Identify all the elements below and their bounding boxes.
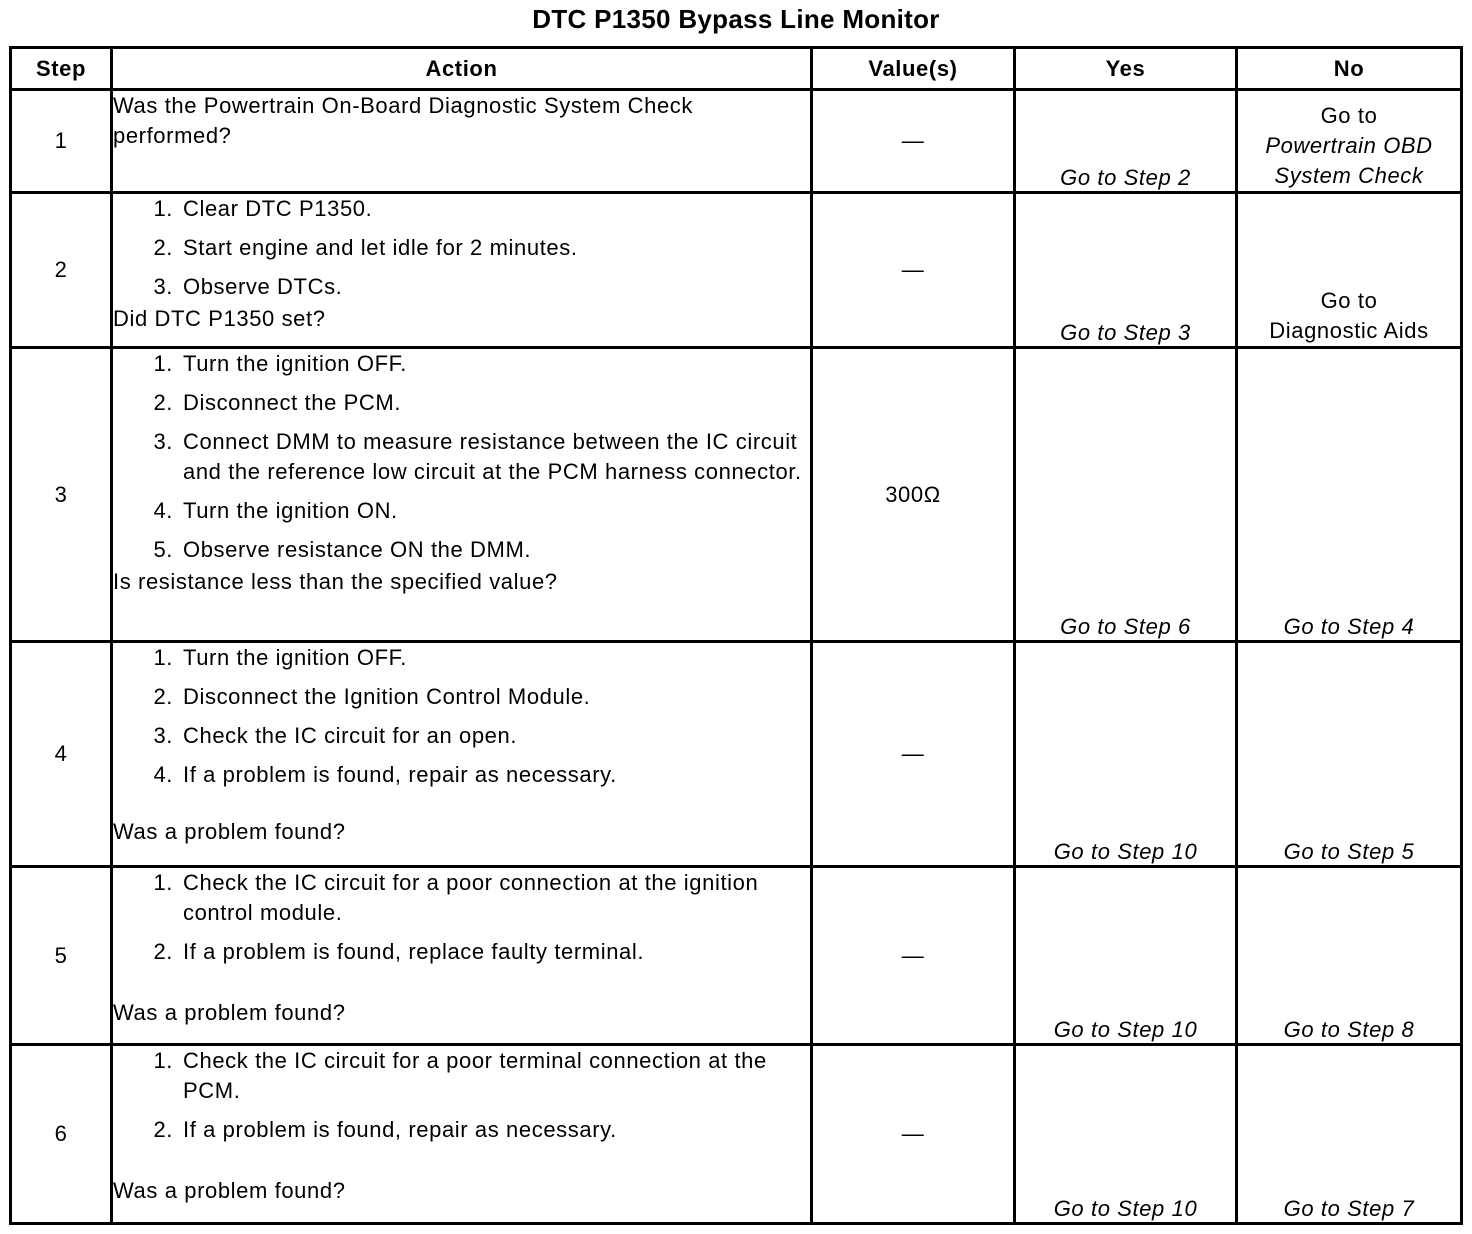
no-line: Powertrain OBD [1265,133,1433,158]
list-item: 2. Disconnect the PCM. [153,390,402,415]
table-row [11,193,1462,348]
value-cell: — [812,642,1015,867]
list-item: 2. If a problem is found, repair as necessary. [153,1117,617,1142]
table-row [11,642,1462,867]
list-item: 2. Disconnect the Ignition Control Module. [153,684,591,709]
step-number: 2 [11,193,112,348]
list-item: 1. Turn the ignition OFF. [153,645,407,670]
step-number: 3 [11,348,112,642]
action-cell [112,1045,812,1224]
list-item: 1. Check the IC circuit for a poor terminal connection at the PCM. [153,1048,767,1103]
list-item: 1. Clear DTC P1350. [153,196,373,221]
action-question: Is resistance less than the specified value? [113,569,558,594]
yes-cell: Go to Step 10 [1015,642,1237,867]
action-cell [112,193,812,348]
action-cell [112,348,812,642]
header-no: No [1237,48,1462,90]
action-cell [112,867,812,1045]
action-question: Was a problem found? [113,819,346,844]
header-row [11,48,1462,90]
list-item: 3. Connect DMM to measure resistance between the IC circuit and the reference low circuit at the PCM harness connector. [153,429,802,484]
table-row [11,1045,1462,1224]
value-cell: — [812,90,1015,193]
list-item: 4. Turn the ignition ON. [153,498,398,523]
no-line: Go to [1320,103,1378,128]
no-cell: Go to Step 8 [1237,867,1462,1045]
list-item: 5. Observe resistance ON the DMM. [153,537,532,562]
action-cell [112,90,812,193]
table-row [11,867,1462,1045]
list-item: 2. Start engine and let idle for 2 minutes. [153,235,578,260]
header-action: Action [112,48,812,90]
yes-cell: Go to Step 6 [1015,348,1237,642]
value-cell: — [812,1045,1015,1224]
list-item: 2. If a problem is found, replace faulty terminal. [153,939,645,964]
no-cell: Go to Step 5 [1237,642,1462,867]
value-cell: — [812,867,1015,1045]
action-cell [112,642,812,867]
no-line: Diagnostic Aids [1269,318,1429,343]
header-yes: Yes [1015,48,1237,90]
header-step: Step [11,48,112,90]
value-cell: 300Ω [812,348,1015,642]
no-line: Go to [1320,288,1378,313]
action-question: Did DTC P1350 set? [113,306,326,331]
list-item: 4. If a problem is found, repair as necessary. [153,762,617,787]
table-row [11,348,1462,642]
no-line: System Check [1274,163,1424,188]
no-cell [1237,193,1462,348]
list-item: 1. Turn the ignition OFF. [153,351,407,376]
value-cell: — [812,193,1015,348]
step-number: 6 [11,1045,112,1224]
yes-cell: Go to Step 3 [1015,193,1237,348]
list-item: 3. Observe DTCs. [153,274,343,299]
list-item: 3. Check the IC circuit for an open. [153,723,518,748]
action-question: Was a problem found? [113,1178,346,1203]
table-title: DTC P1350 Bypass Line Monitor [532,4,940,34]
action-question: Was the Powertrain On-Board Diagnostic System Check performed? [113,93,693,148]
header-values: Value(s) [812,48,1015,90]
list-item: 1. Check the IC circuit for a poor connection at the ignition control module. [153,870,759,925]
yes-cell: Go to Step 10 [1015,1045,1237,1224]
no-cell: Go to Step 4 [1237,348,1462,642]
diagnostic-table [9,46,1463,1225]
no-cell: Go to Step 7 [1237,1045,1462,1224]
yes-cell: Go to Step 2 [1015,90,1237,193]
no-cell [1237,90,1462,193]
yes-cell: Go to Step 10 [1015,867,1237,1045]
step-number: 5 [11,867,112,1045]
action-question: Was a problem found? [113,1000,346,1025]
step-number: 1 [11,90,112,193]
step-number: 4 [11,642,112,867]
table-row [11,90,1462,193]
